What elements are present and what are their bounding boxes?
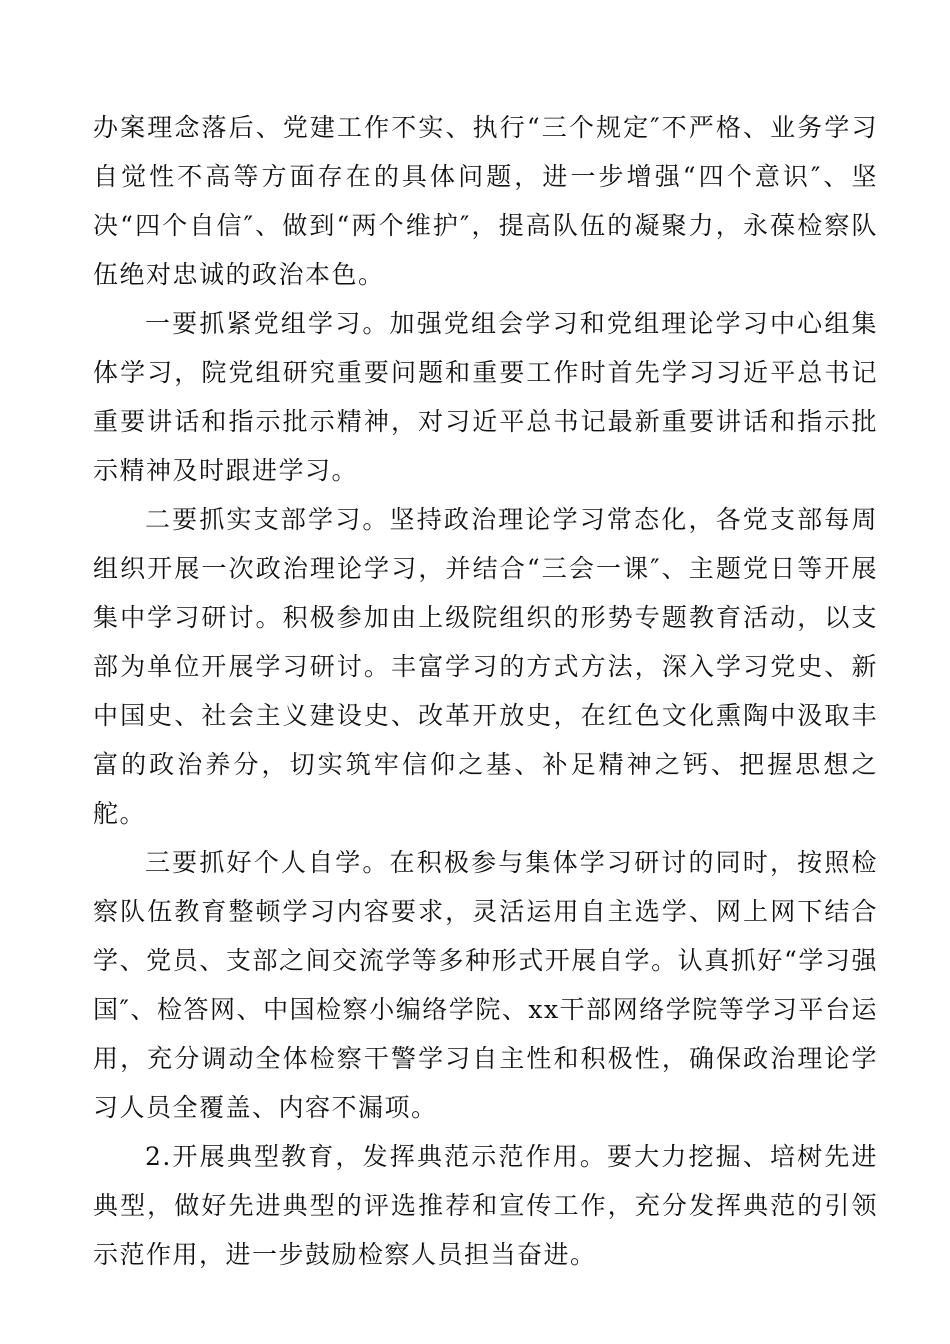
paragraph-continuation: 办案理念落后、党建工作不实、执行“三个规定″不严格、业务学习自觉性不高等方面存在的具体问题，进一步增强“四个意识″、坚决“四个自信″、做到“两个维护″，提高队伍的凝聚力，永葆检察队伍绝对忠诚的政治本色。 (93, 113, 878, 289)
document-body (93, 103, 878, 1279)
paragraph-self-study: 三要抓好个人自学。在积极参与集体学习研讨的同时，按照检察队伍教育整顿学习内容要求，灵活运用自主选学、网上网下结合学、党员、支部之间交流学等多种形式开展自学。认真抓好“学习强国″、检答网、中国检察小编络学院、xx干部网络学院等学习平台运用，充分调动全体检察干警学习自主性和积极性，确保政治理论学习人员全覆盖、内容不漏项。 (93, 848, 878, 1122)
paragraph-party-group-study: 一要抓紧党组学习。加强党组会学习和党组理论学习中心组集体学习，院党组研究重要问题和重要工作时首先学习习近平总书记重要讲话和指示批示精神，对习近平总书记最新重要讲话和指示批示精神及时跟进学习。 (93, 309, 878, 485)
paragraph-branch-study: 二要抓实支部学习。坚持政治理论学习常态化，各党支部每周组织开展一次政治理论学习，并结合“三会一课″、主题党日等开展集中学习研讨。积极参加由上级院组织的形势专题教育活动，以支部为单位开展学习研讨。丰富学习的方式方法，深入学习党史、新中国史、社会主义建设史、改革开放史，在红色文化熏陶中汲取丰富的政治养分，切实筑牢信仰之基、补足精神之钙、把握思想之舵。 (93, 505, 878, 828)
paragraph-model-education: 2.开展典型教育，发挥典范示范作用。要大力挖掘、培树先进典型，做好先进典型的评选推荐和宣传工作，充分发挥典范的引领示范作用，进一步鼓励检察人员担当奋进。 (93, 1142, 878, 1269)
